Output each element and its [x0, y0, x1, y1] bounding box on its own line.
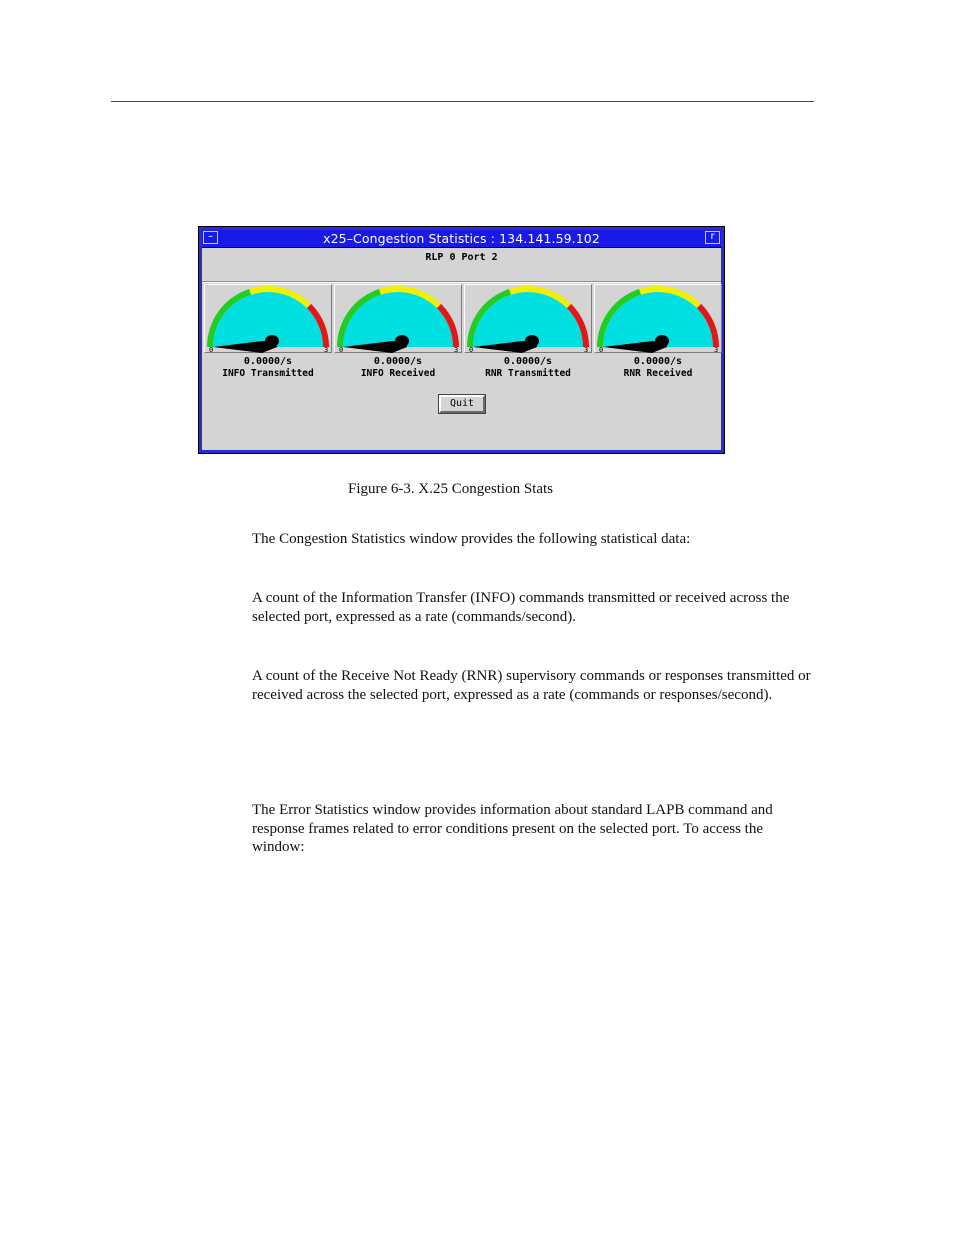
- gauge-hub: [525, 335, 539, 347]
- gauge-min-label: 0: [209, 346, 214, 354]
- gauge-label: RNR Transmitted: [485, 368, 571, 379]
- window-menu-button[interactable]: –: [203, 231, 218, 244]
- gauge-dial: [335, 285, 463, 354]
- gauge-info-received: [334, 284, 462, 353]
- gauge-value: 0.0000/s: [633, 356, 683, 367]
- error-statistics-description: The Error Statistics window provides information about standard LAPB command and response frames related to error conditions present on the selected port. To access the window:: [252, 802, 773, 856]
- gauge-max-label: 3: [454, 346, 459, 354]
- gauge-label: INFO Received: [360, 368, 436, 379]
- quit-button[interactable]: Quit: [439, 395, 485, 413]
- window-client-area: [202, 248, 721, 450]
- gauge-hub: [395, 335, 409, 347]
- window-titlebar[interactable]: [202, 230, 721, 248]
- figure-caption: Figure 6-3. X.25 Congestion Stats: [348, 481, 553, 497]
- gauge-min-label: 0: [599, 346, 604, 354]
- gauge-dial: [595, 285, 723, 354]
- congestion-statistics-window: [198, 226, 725, 454]
- gauge-info-transmitted: [204, 284, 332, 353]
- gauge-hub: [655, 335, 669, 347]
- info-description: A count of the Information Transfer (INFO) commands transmitted or received across the selected port, expressed as a rate (commands/second).: [252, 590, 790, 625]
- gauge-dial: [465, 285, 593, 354]
- gauge-max-label: 3: [584, 346, 589, 354]
- gauge-min-label: 0: [339, 346, 344, 354]
- gauge-min-label: 0: [469, 346, 474, 354]
- port-label: RLP 0 Port 2: [425, 252, 498, 263]
- gauge-value: 0.0000/s: [373, 356, 423, 367]
- intro-paragraph: The Congestion Statistics window provides the following statistical data:: [252, 531, 691, 547]
- gauge-hub: [265, 335, 279, 347]
- gauge-max-label: 3: [714, 346, 719, 354]
- window-title: x25–Congestion Statistics : 134.141.59.102: [323, 231, 600, 246]
- header-rule: [111, 101, 814, 102]
- gauge-rnr-received: [594, 284, 722, 353]
- gauge-value: 0.0000/s: [243, 356, 293, 367]
- header-separator: [202, 281, 721, 283]
- gauge-max-label: 3: [324, 346, 329, 354]
- gauge-dial: [205, 285, 333, 354]
- window-resize-button[interactable]: r: [705, 231, 720, 244]
- gauge-rnr-transmitted: [464, 284, 592, 353]
- gauge-label: RNR Received: [623, 368, 693, 379]
- rnr-description: A count of the Receive Not Ready (RNR) supervisory commands or responses transmitted or received across the selected port, expressed as a rate (commands or responses/second).: [252, 668, 811, 703]
- gauge-label: INFO Transmitted: [222, 368, 314, 379]
- gauge-value: 0.0000/s: [503, 356, 553, 367]
